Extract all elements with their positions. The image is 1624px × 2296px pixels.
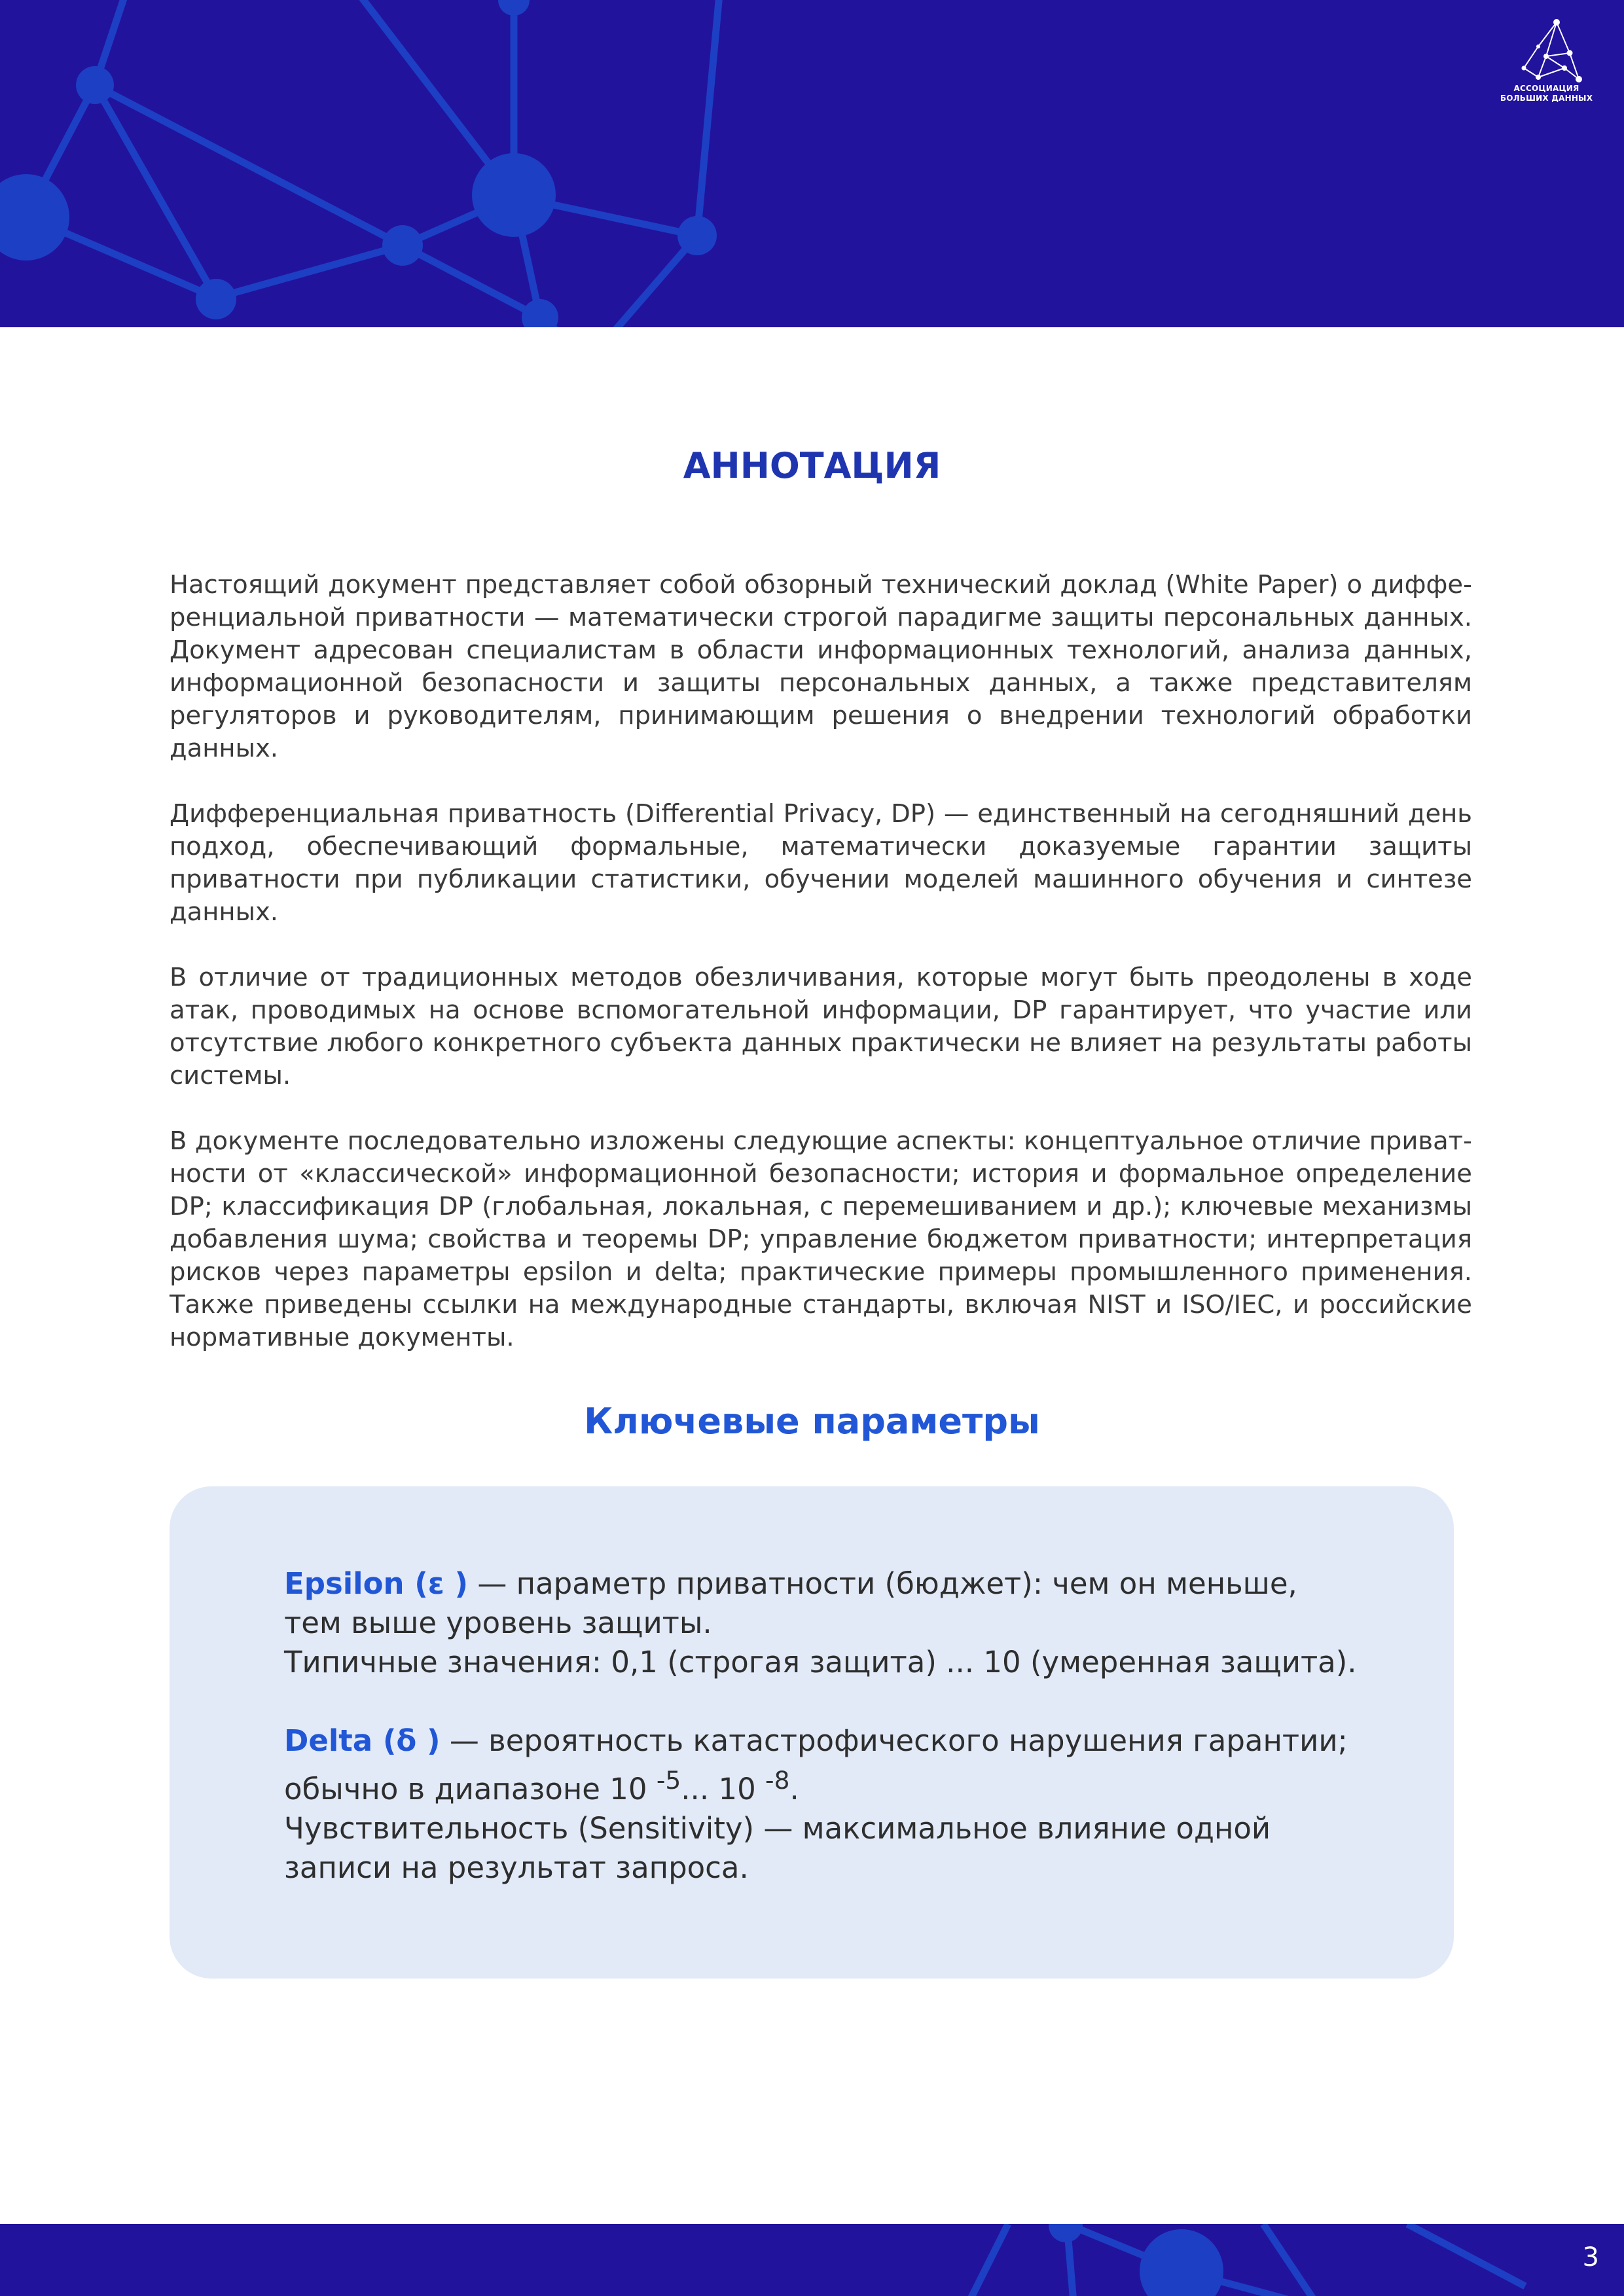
delta-text: — вероятность катастрофического нарушения гарантии;: [440, 1723, 1348, 1758]
annotation-paragraph: В отличие от традиционных методов обезличивания, которые могут быть преодолены в ходе атак, проводимых на основе вспомогательной информации, DP гарантирует, что участие или отсутствие любого конкретного субъекта данных практически не влияет на результаты работы системы.: [170, 963, 1472, 1090]
network-graphic: [0, 0, 1624, 327]
key-params-content: [284, 1564, 1410, 1927]
delta-range-mid: ... 10: [681, 1772, 756, 1806]
delta-range: [284, 1766, 799, 1806]
footer-banner: [0, 2224, 1624, 2296]
delta-range-exponent: -8: [765, 1766, 790, 1795]
footer-network-graphic: [0, 2224, 1624, 2296]
page-number: 3: [1582, 2242, 1599, 2272]
delta-range-end: .: [789, 1772, 799, 1806]
logo-wordmark: [1492, 84, 1600, 103]
annotation-paragraph: В документе последовательно изложены следующие аспекты: концептуальное отличие приватности от «классической» информационной безопасности; история и формальное определение DP; классификация DP (глобальная, локальная, с перемешиванием и др.); ключевые механизмы добавления шума; свойства и теоремы DP; управление бюджетом приватности; интерпретация рисков через параметры epsilon и delta; практические примеры промышленного применения. Также приведены ссылки на международные стандарты, включая NIST и ISO/IEC, и российские нормативные документы.: [170, 1126, 1472, 1352]
epsilon-definition: [284, 1564, 1410, 1682]
delta-range-prefix: обычно в диапазоне 10: [284, 1772, 647, 1806]
delta-definition: [284, 1721, 1410, 1888]
delta-term: Delta (δ ): [284, 1723, 441, 1758]
logo-line: АССОЦИАЦИЯ: [1513, 84, 1579, 93]
annotation-paragraph: Дифференциальная приватность (Differential Privacy, DP) — единственный на сегодняшний день подход, обеспечивающий формальные, математически доказуемые гарантии защиты приватности при публикации статистики, обучении моделей машинного обучения и синтезе данных.: [170, 799, 1472, 927]
epsilon-term: Epsilon (ε ): [284, 1566, 469, 1601]
key-params-title: Ключевые параметры: [584, 1401, 1040, 1442]
annotation-body: [170, 569, 1472, 1387]
delta-range-exponent: -5: [656, 1766, 681, 1795]
annotation-title: АННОТАЦИЯ: [683, 445, 941, 486]
header-banner: [0, 0, 1624, 327]
epsilon-text: — параметр приватности (бюджет): чем он меньше,: [468, 1566, 1297, 1601]
annotation-paragraph: Настоящий документ представляет собой обзорный технический доклад (White Paper) о дифференциальной приватности — математически строгой парадигме защиты персональных данных. Документ адресован специалистам в области информационных технологий, анализа данных, информационной безопасности и защиты персональных данных, а также представителям регуляторов и руководителям, принимающим решения о внедрении технологий обработки данных.: [170, 570, 1472, 763]
sensitivity-text: записи на результат запроса.: [284, 1850, 749, 1885]
logo-line: БОЛЬШИХ ДАННЫХ: [1500, 94, 1593, 103]
sensitivity-text: Чувствительность (Sensitivity) — максимальное влияние одной: [284, 1811, 1271, 1846]
epsilon-text: тем выше уровень защиты.: [284, 1605, 712, 1640]
epsilon-typical-values: Типичные значения: 0,1 (строгая защита) ... 10 (умеренная защита).: [284, 1645, 1357, 1679]
